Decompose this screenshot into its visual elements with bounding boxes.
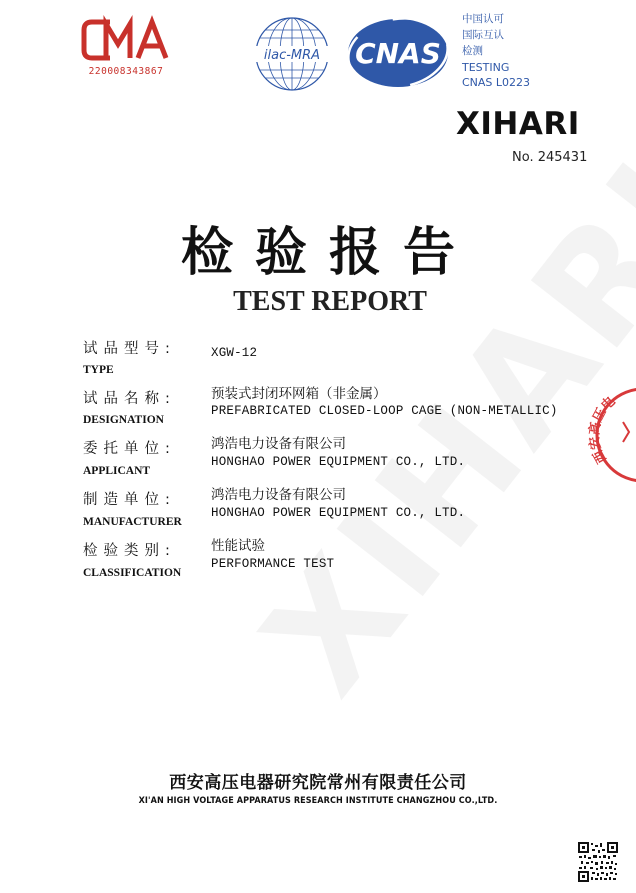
type-label-en: TYPE xyxy=(83,364,114,376)
cnas-text-line: TESTING xyxy=(462,61,510,74)
classification-value-cn: 性能试验 xyxy=(211,538,265,554)
designation-value-cn: 预装式封闭环网箱（非金属） xyxy=(211,386,387,402)
issuer-name-en: XI'AN HIGH VOLTAGE APPARATUS RESEARCH INSTITUTE CHANGZHOU CO.,LTD. xyxy=(138,796,498,806)
type-value: XGW-12 xyxy=(211,346,258,360)
applicant-value-en: HONGHAO POWER EQUIPMENT CO., LTD. xyxy=(211,455,466,469)
designation-label-en: DESIGNATION xyxy=(83,414,164,426)
cnas-accreditation-number: CNAS L0223 xyxy=(462,76,531,89)
applicant-value-cn: 鸿浩电力设备有限公司 xyxy=(211,436,346,452)
manufacturer-label-cn: 制造单位: xyxy=(83,492,176,508)
ilac-logo-text: ilac-MRA xyxy=(263,48,321,63)
designation-value-en: PREFABRICATED CLOSED-LOOP CAGE (NON-METALLIC) xyxy=(211,404,558,418)
classification-value-en: PERFORMANCE TEST xyxy=(211,557,335,571)
classification-label-en: CLASSIFICATION xyxy=(83,567,182,579)
stamp-text: 西安高压电 xyxy=(587,394,619,466)
designation-label-cn: 试品名称: xyxy=(83,391,176,407)
manufacturer-value-cn: 鸿浩电力设备有限公司 xyxy=(211,487,346,503)
svg-text:西安高压电 xyxy=(586,393,618,466)
brand-logo: XIHARI xyxy=(456,106,580,142)
manufacturer-label-en: MANUFACTURER xyxy=(83,516,182,528)
cnas-text-line: 中国认可 xyxy=(462,13,504,25)
cnas-text-line: 检测 xyxy=(462,45,483,57)
applicant-label-cn: 委托单位: xyxy=(83,441,176,457)
qr-code xyxy=(578,842,618,882)
issuer-name-cn: 西安高压电器研究院常州有限责任公司 xyxy=(169,773,467,793)
cma-number: 220008343867 xyxy=(88,66,164,77)
ilac-mra-logo xyxy=(244,8,340,104)
applicant-label-en: APPLICANT xyxy=(83,465,151,477)
cnas-text-line: 国际互认 xyxy=(462,29,504,41)
page-title-cn: 检验报告 xyxy=(180,223,477,283)
cnas-logo xyxy=(345,16,451,90)
cnas-logo-text: CNAS xyxy=(355,37,441,70)
manufacturer-value-en: HONGHAO POWER EQUIPMENT CO., LTD. xyxy=(211,506,466,520)
page-title-en: TEST REPORT xyxy=(233,286,427,317)
official-stamp xyxy=(585,380,636,490)
classification-label-cn: 检验类别: xyxy=(83,543,176,559)
type-label-cn: 试品型号: xyxy=(83,341,176,357)
report-number: No. 245431 xyxy=(512,150,588,165)
